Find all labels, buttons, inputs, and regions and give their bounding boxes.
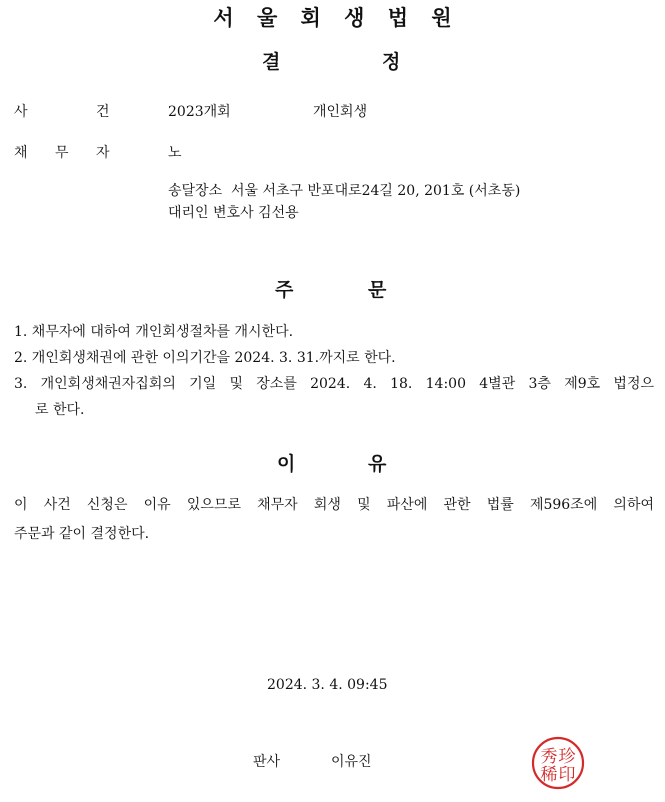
order-item-2: 2. 개인회생채권에 관한 이의기간을 2024. 3. 31.까지로 한다. <box>14 350 396 366</box>
case-label-char-1: 사 <box>14 104 28 120</box>
judge-title: 판사 <box>253 754 281 770</box>
order-heading-char-1: 주 <box>275 279 294 301</box>
reason-heading-char-2: 유 <box>368 453 387 475</box>
judge-name: 이유진 <box>331 754 372 770</box>
case-label-char-2: 건 <box>96 104 110 120</box>
court-name-char: 법 <box>387 6 409 30</box>
debtor-label-char-2: 무 <box>55 145 69 161</box>
court-name-char: 서 <box>213 6 234 30</box>
svg-text:稀: 稀 <box>540 765 558 785</box>
order-item-1: 1. 채무자에 대하여 개인회생절차를 개시한다. <box>14 324 294 340</box>
debtor-address: 송달장소 서울 서초구 반포대로24길 20, 201호 (서초동) <box>168 183 521 199</box>
debtor-name: 노 <box>168 145 182 161</box>
court-name <box>0 2 665 32</box>
debtor-label-char-1: 채 <box>14 145 28 161</box>
court-name-char: 회 <box>300 6 321 30</box>
svg-text:珍: 珍 <box>558 747 576 767</box>
svg-text:印: 印 <box>558 765 576 785</box>
order-item-3-continued: 로 한다. <box>35 402 85 418</box>
court-name-char: 원 <box>431 6 452 30</box>
reason-line-2: 주문과 같이 결정한다. <box>14 526 150 542</box>
judge-seal-icon <box>530 735 586 791</box>
court-name-char: 생 <box>344 6 365 30</box>
debtor-label-char-3: 자 <box>96 145 110 161</box>
order-item-3: 3. 개인회생채권자집회의 기일 및 장소를 2024. 4. 18. 14:00 4별관 3층 제9호 법정으 <box>14 376 654 392</box>
decision-title-char-2: 정 <box>382 51 401 73</box>
order-heading-char-2: 문 <box>368 279 387 301</box>
case-type: 개인회생 <box>313 104 368 120</box>
decision-title-char-1: 결 <box>262 51 281 73</box>
reason-line-1: 이 사건 신청은 이유 있으므로 채무자 회생 및 파산에 관한 법률 제596조에 의하여 <box>14 497 654 513</box>
svg-text:秀: 秀 <box>540 747 558 767</box>
decision-date: 2024. 3. 4. 09:45 <box>267 677 388 693</box>
court-name-char: 울 <box>256 6 278 30</box>
reason-heading-char-1: 이 <box>277 453 296 475</box>
case-number: 2023개회 <box>168 104 231 120</box>
debtor-agent: 대리인 변호사 김선용 <box>168 205 299 221</box>
